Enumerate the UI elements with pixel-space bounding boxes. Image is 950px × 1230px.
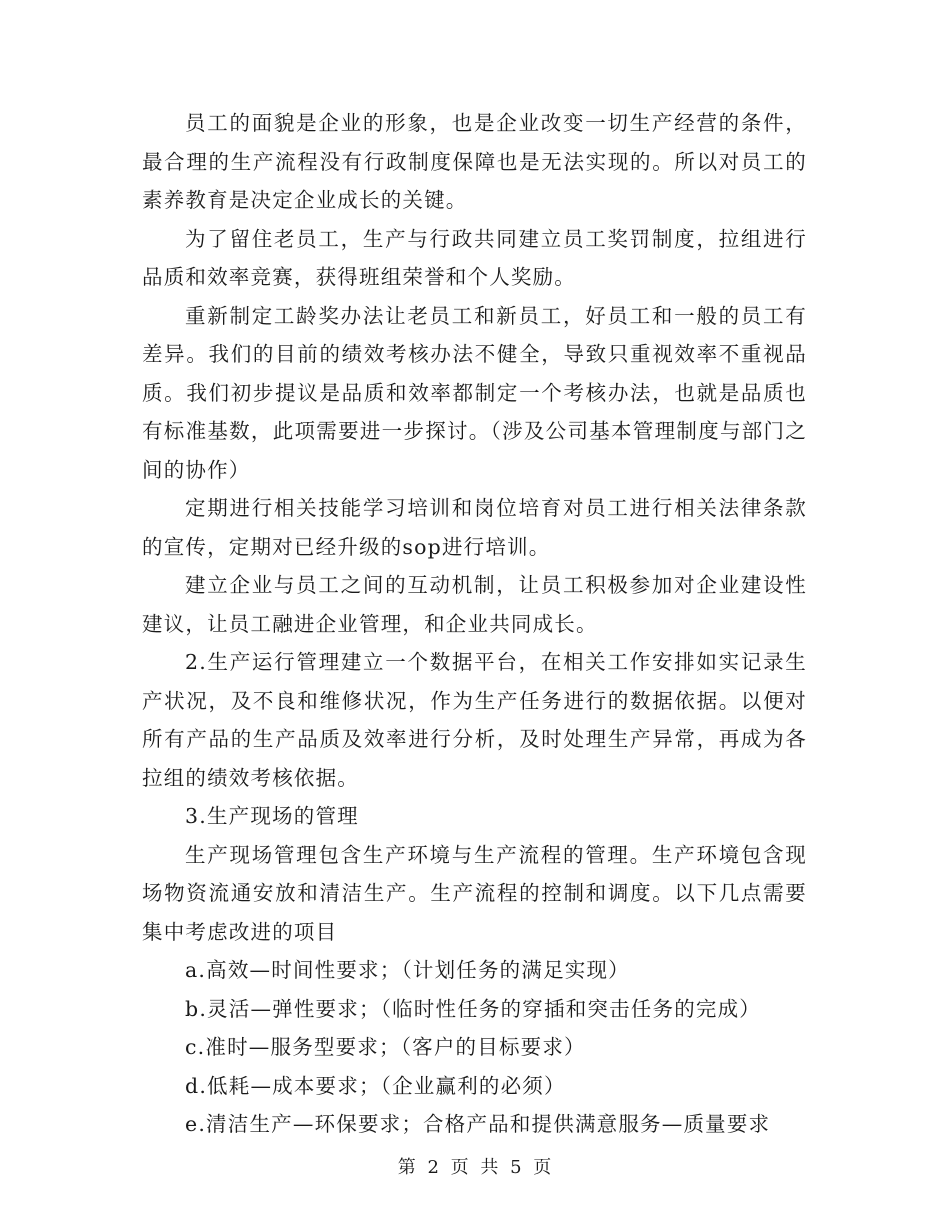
list-item-d: d.低耗—成本要求；（企业赢利的必须） bbox=[185, 1073, 566, 1098]
document-body bbox=[142, 104, 807, 1144]
paragraph-seniority-award: 重新制定工龄奖办法让老员工和新员工，好员工和一般的员工有差异。我们的目前的绩效考核办法不健全，导致只重视效率不重视品质。我们初步提议是品质和效率都制定一个考核办法，也就是品质也有标准基数，此项需要进一步探讨。（涉及公司基本管理制度与部门之间的协作） bbox=[142, 303, 807, 482]
paragraph-retain-staff: 为了留住老员工，生产与行政共同建立员工奖罚制度，拉组进行品质和效率竞赛，获得班组荣誉和个人奖励。 bbox=[142, 226, 807, 289]
page-number-footer: 第 2 页 共 5 页 bbox=[397, 1157, 553, 1178]
paragraph-site-management: 生产现场管理包含生产环境与生产流程的管理。生产环境包含现场物资流通安放和清洁生产。生产流程的控制和调度。以下几点需要集中考虑改进的项目 bbox=[142, 842, 807, 944]
list-item-a: a.高效—时间性要求；（计划任务的满足实现） bbox=[185, 958, 630, 982]
paragraph-staff-image: 员工的面貌是企业的形象，也是企业改变一切生产经营的条件，最合理的生产流程没有行政制度保障也是无法实现的。所以对员工的素养教育是决定企业成长的关键。 bbox=[142, 111, 807, 212]
paragraph-data-platform: 2.生产运行管理建立一个数据平台，在相关工作安排如实记录生产状况，及不良和维修状况，作为生产任务进行的数据依据。以便对所有产品的生产品质及效率进行分析，及时处理生产异常，再成为各拉组的绩效考核依据。 bbox=[142, 650, 807, 790]
paragraph-interaction: 建立企业与员工之间的互动机制，让员工积极参加对企业建设性建议，让员工融进企业管理，和企业共同成长。 bbox=[142, 573, 807, 636]
list-item-c: c.准时—服务型要求；（客户的目标要求） bbox=[185, 1035, 586, 1059]
paragraph-training: 定期进行相关技能学习培训和岗位培育对员工进行相关法律条款的宣传，定期对已经升级的sop进行培训。 bbox=[142, 496, 807, 559]
list-item-b: b.灵活—弹性要求；（临时性任务的穿插和突击任务的完成） bbox=[185, 996, 761, 1021]
list-item-e: e.清洁生产—环保要求；合格产品和提供满意服务—质量要求 bbox=[185, 1112, 771, 1136]
section-heading-site-management: 3.生产现场的管理 bbox=[185, 804, 359, 828]
